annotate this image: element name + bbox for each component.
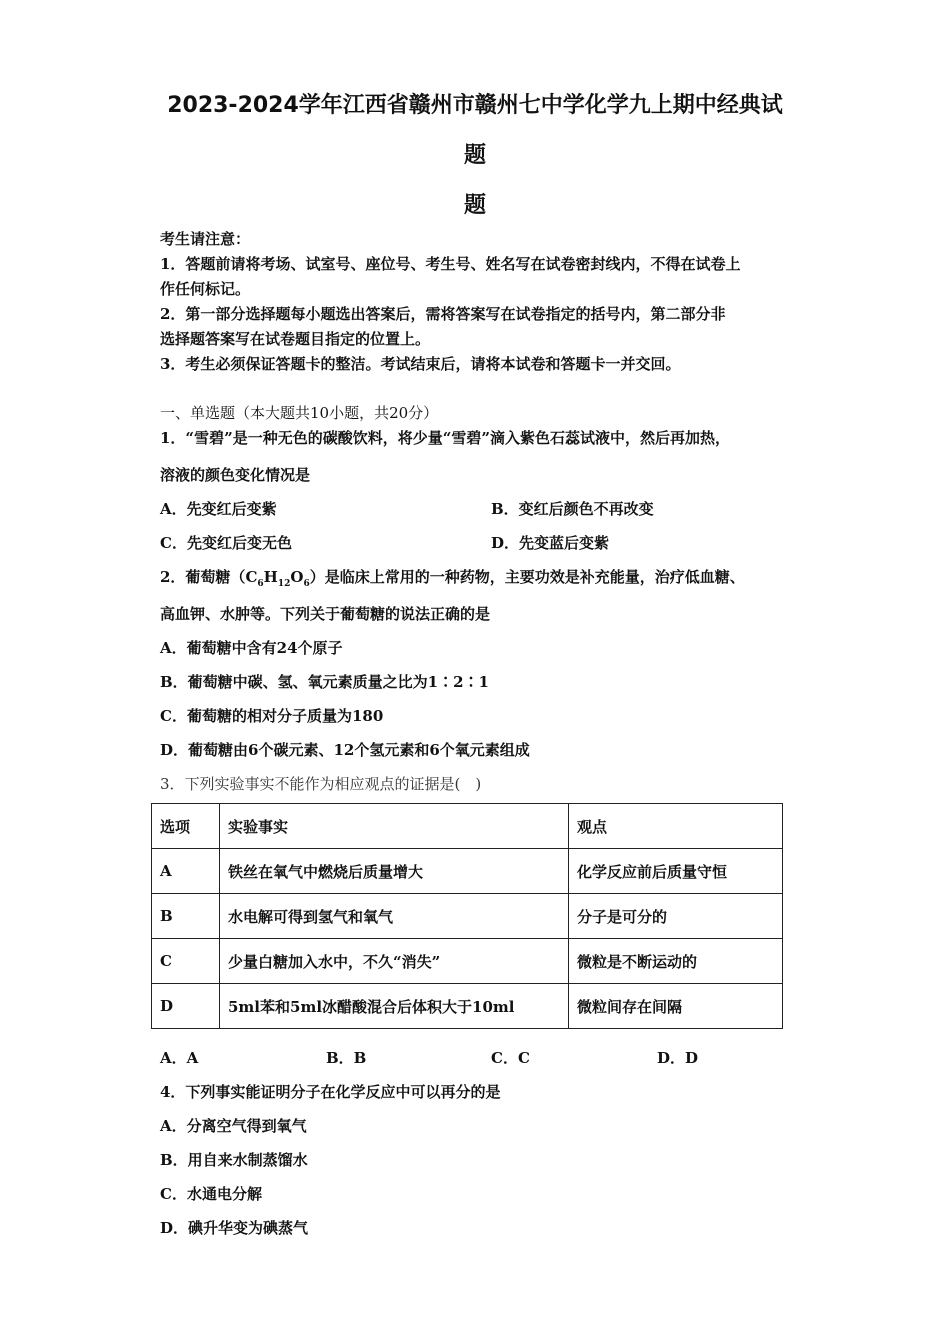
- table-header-row: [152, 804, 783, 849]
- table-header-cell: 选项: [152, 804, 220, 849]
- table-row: [152, 939, 783, 984]
- q3-stem: 3．下列实验事实不能作为相应观点的证据是( ): [160, 775, 482, 793]
- q3-table: [151, 803, 783, 1029]
- q3-option-b: B．B: [326, 1049, 367, 1067]
- table-cell: 微粒间存在间隔: [569, 984, 783, 1029]
- table-cell: 少量白糖加入水中，不久“消失”: [220, 939, 569, 984]
- table-cell: 化学反应前后质量守恒: [569, 849, 783, 894]
- page-title: 2023-2024学年江西省赣州市赣州七中学化学九上期中经典试: [167, 93, 783, 118]
- table-cell: 铁丝在氧气中燃烧后质量增大: [220, 849, 569, 894]
- section-heading: 一、单选题（本大题共10小题，共20分）: [160, 404, 439, 422]
- notice-item-2-line-2: 选择题答案写在试卷题目指定的位置上。: [160, 330, 431, 348]
- q2-stem-suffix: ）是临床上常用的一种药物，主要功效是补充能量，治疗低血糖、: [309, 568, 745, 586]
- notice-heading: 考生请注意：: [160, 230, 251, 248]
- q1-option-a: A．先变红后变紫: [160, 500, 277, 518]
- table-cell: D: [152, 984, 220, 1029]
- q4-option-c: C．水通电分解: [160, 1185, 262, 1203]
- table-row: [152, 984, 783, 1029]
- notice-item-3: 3．考生必须保证答题卡的整洁。考试结束后，请将本试卷和答题卡一并交回。: [160, 355, 681, 373]
- notice-item-1-line-1: 1．答题前请将考场、试室号、座位号、考生号、姓名写在试卷密封线内，不得在试卷上: [160, 255, 741, 273]
- table-cell: C: [152, 939, 220, 984]
- q1-stem-line-1: 1．“雪碧”是一种无色的碳酸饮料，将少量“雪碧”滴入紫色石蕊试液中，然后再加热，: [160, 429, 730, 447]
- page-subtitle: 题: [463, 193, 486, 218]
- table-header-cell: 实验事实: [220, 804, 569, 849]
- table-row: [152, 849, 783, 894]
- q2-stem-line-2: 高血钾、水肿等。下列关于葡萄糖的说法正确的是: [160, 605, 491, 623]
- q1-stem-line-2: 溶液的颜色变化情况是: [160, 466, 311, 484]
- q2-option-a: A．葡萄糖中含有24个原子: [160, 639, 343, 657]
- table-cell: B: [152, 894, 220, 939]
- q2-stem-prefix: 2．葡萄糖（: [160, 568, 246, 586]
- q2-option-c: C．葡萄糖的相对分子质量为180: [160, 707, 384, 725]
- q2-option-b: B．葡萄糖中碳、氢、氧元素质量之比为1∶2∶1: [160, 673, 489, 691]
- table-cell: 分子是可分的: [569, 894, 783, 939]
- q2-stem-line-1: [160, 566, 745, 589]
- glucose-formula: $C_6H_{12}O_6$: [245, 568, 310, 589]
- notice-item-1-line-2: 作任何标记。: [160, 280, 251, 298]
- table-cell: A: [152, 849, 220, 894]
- q1-option-d: D．先变蓝后变紫: [491, 534, 610, 552]
- q4-option-a: A．分离空气得到氧气: [160, 1117, 307, 1135]
- table-cell: 水电解可得到氢气和氧气: [220, 894, 569, 939]
- q1-option-b: B．变红后颜色不再改变: [491, 500, 654, 518]
- notice-item-2-line-1: 2．第一部分选择题每小题选出答案后，需将答案写在试卷指定的括号内，第二部分非: [160, 305, 726, 323]
- table-row: [152, 894, 783, 939]
- q2-option-d: D．葡萄糖由6个碳元素、12个氢元素和6个氧元素组成: [160, 741, 530, 759]
- table-cell: 5ml苯和5ml冰醋酸混合后体积大于10ml: [220, 984, 569, 1029]
- page-title-continued: 题: [463, 143, 486, 168]
- table-header-cell: 观点: [569, 804, 783, 849]
- q4-option-d: D．碘升华变为碘蒸气: [160, 1219, 309, 1237]
- q4-stem: 4．下列事实能证明分子在化学反应中可以再分的是: [160, 1083, 501, 1101]
- q3-option-d: D．D: [657, 1049, 699, 1067]
- q3-option-c: C．C: [491, 1049, 530, 1067]
- q1-option-c: C．先变红后变无色: [160, 534, 292, 552]
- table-cell: 微粒是不断运动的: [569, 939, 783, 984]
- q3-option-a: A．A: [160, 1049, 199, 1067]
- q4-option-b: B．用自来水制蒸馏水: [160, 1151, 308, 1169]
